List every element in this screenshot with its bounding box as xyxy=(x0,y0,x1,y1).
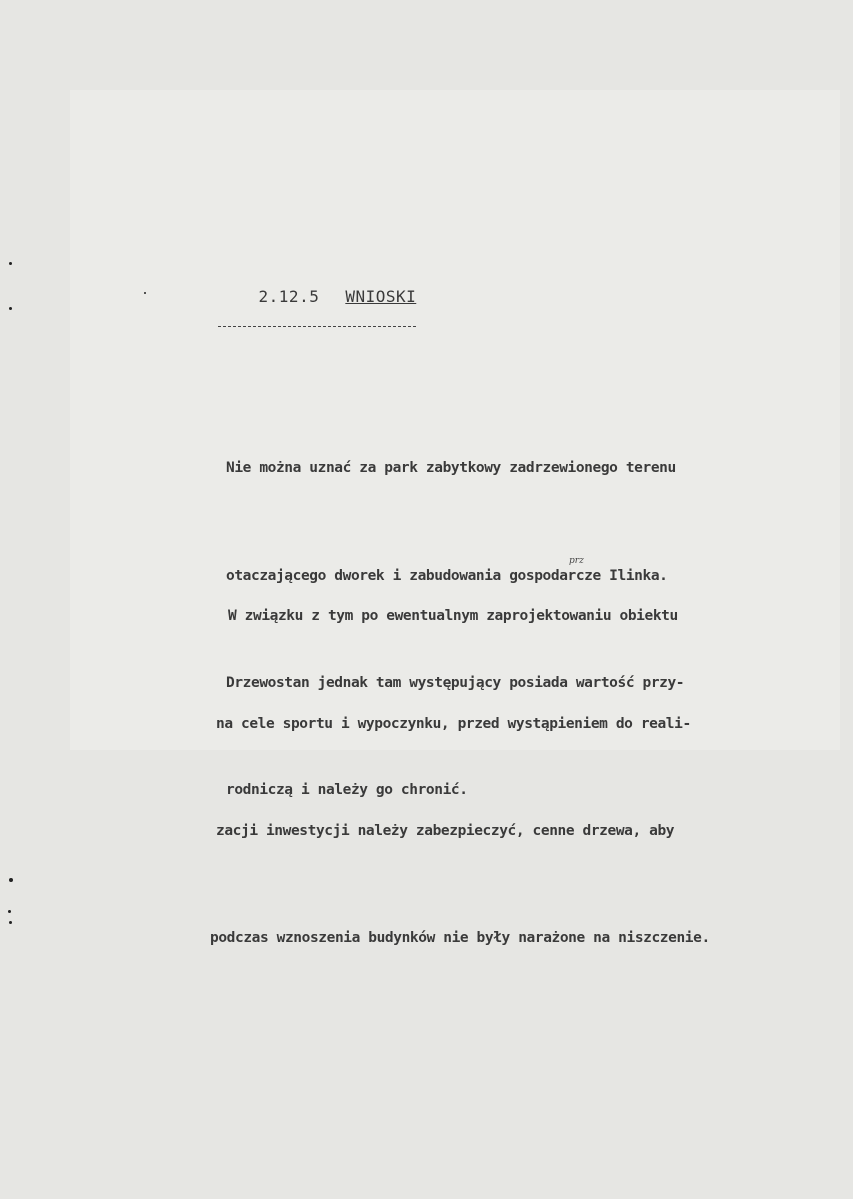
paragraph-line: na cele sportu i wypoczynku, przed wystąpieniem do reali- xyxy=(216,715,691,732)
paragraph-line: zacji inwestycji należy zabezpieczyć, cenne drzewa, aby xyxy=(216,822,675,839)
paragraph-line: rodniczą i należy go chronić. xyxy=(226,781,468,798)
paragraph-line: podczas wznoszenia budynków nie były narażone na niszczenie. xyxy=(210,929,710,946)
margin-mark xyxy=(9,878,13,882)
paragraph-2 xyxy=(210,528,853,1028)
margin-mark xyxy=(8,910,11,913)
section-number: 2.12.5 xyxy=(258,287,320,306)
handwritten-annotation: prz xyxy=(569,556,584,566)
section-title: WNIOSKI xyxy=(345,287,417,306)
paragraph-line: W związku z tym po ewentualnym zaprojektowaniu obiektu xyxy=(228,608,678,625)
paragraph-line: otaczającego dworek i zabudowania gospodarcze Ilinka. xyxy=(226,567,668,584)
paragraph-line: Drzewostan jednak tam występujący posiada wartość przy- xyxy=(226,674,685,691)
margin-mark xyxy=(9,262,12,265)
section-heading xyxy=(218,268,416,327)
margin-mark xyxy=(9,307,12,310)
margin-mark xyxy=(144,292,146,294)
paragraph-line: Nie można uznać za park zabytkowy zadrzewionego terenu xyxy=(226,460,676,477)
margin-mark xyxy=(9,921,12,924)
